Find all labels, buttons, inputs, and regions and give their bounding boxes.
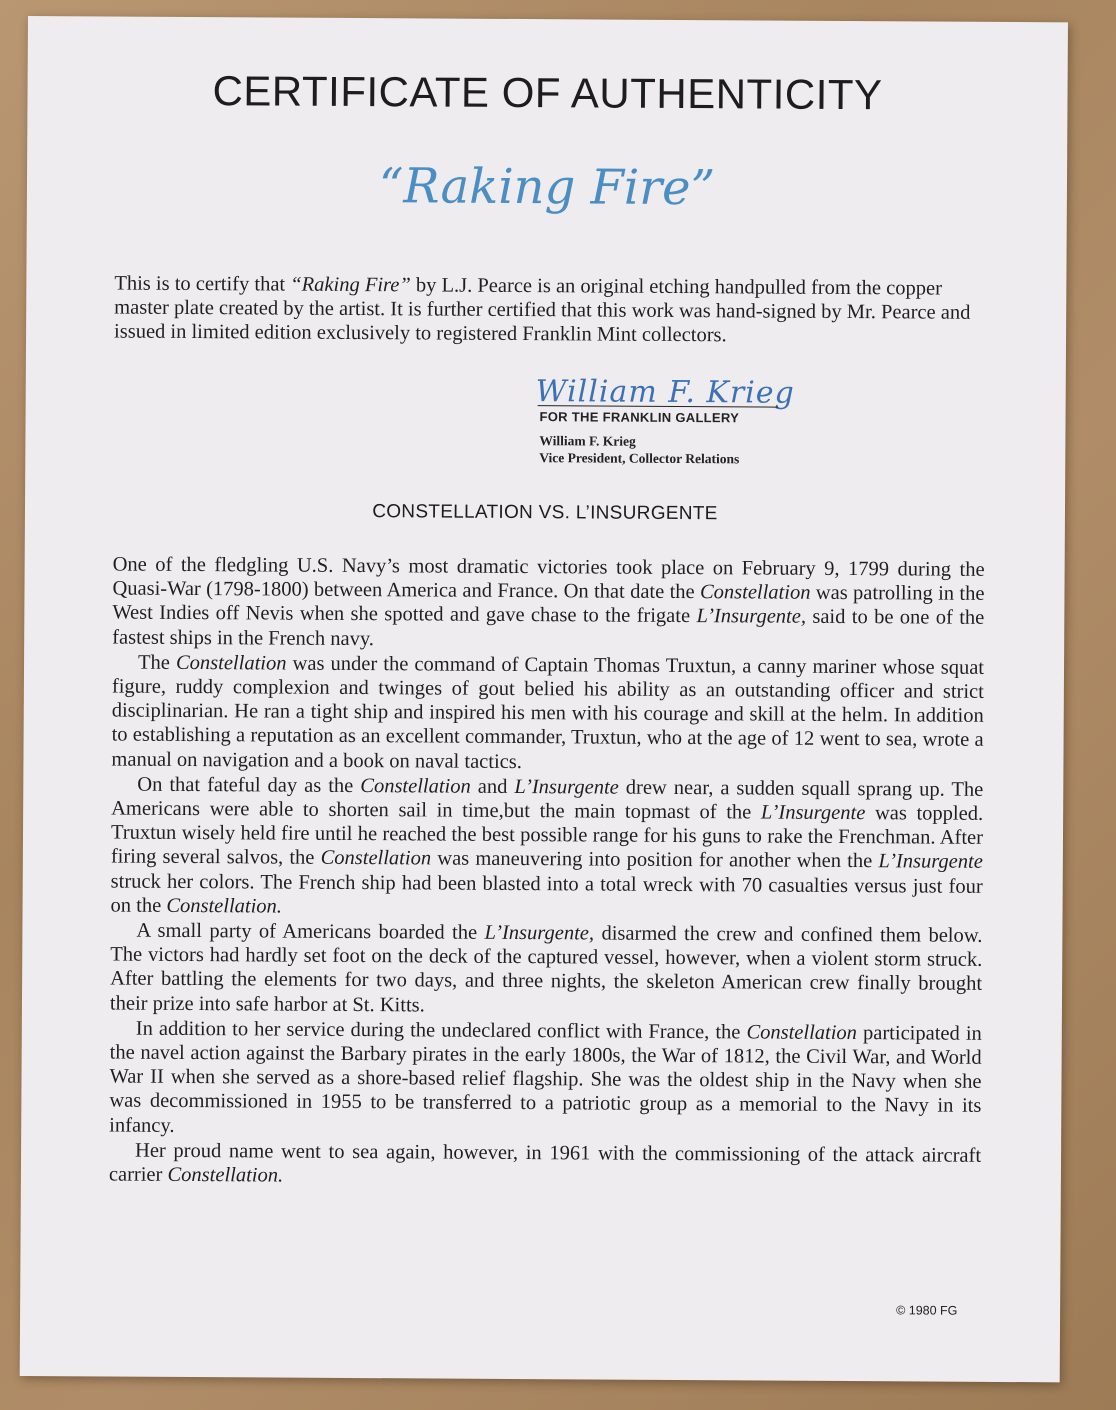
story-paragraph-6: Her proud name went to sea again, however, in 1961 with the commissioning of the attack aircraft carrier Constellation. <box>108 1139 982 1187</box>
artwork-title: “Raking Fire” <box>378 158 716 217</box>
copyright-notice: © 1980 FG <box>896 1303 958 1318</box>
story-heading: CONSTELLATION VS. L’INSURGENTE <box>372 501 718 525</box>
artwork-title-inline: “Raking Fire” <box>290 273 411 297</box>
signatory-name: William F. Krieg <box>539 433 636 449</box>
signature-gallery: FOR THE FRANKLIN GALLERY <box>539 409 740 426</box>
signatory-role: Vice President, Collector Relations <box>539 450 740 467</box>
certificate-sheet <box>20 16 1068 1382</box>
story-paragraph-1: One of the fledgling U.S. Navy’s most dramatic victories took place on February 9, 1799 during the Quasi-War (1798-1800) between America and France. On that date the Constellation was patrolling in the West Indies off Nevis when she spotted and gave chase to the frigate L’Insurgente, said to be one of the fastest ships in the French navy. <box>112 553 985 650</box>
story-paragraph-5: In addition to her service during the undeclared conflict with France, the Constellation participated in the navel action against the Barbary pirates in the early 1800s, the War of 1812, the Civil War, and World War II when she served as a shore-based relief flagship. She was the oldest ship in the Navy when she was decommissioned in 1955 to be transferred to a patriotic group as a memorial to the Navy in its infancy. <box>109 1017 982 1137</box>
story-paragraph-2: The Constellation was under the command of Captain Thomas Truxtun, a canny mariner whose squat figure, ruddy complexion and twinges of gout belied his ability as an outstanding officer and strict disciplinarian. He ran a tight ship and inspired his men with his courage and skill at the helm. In addition to establishing a reputation as an excellent commander, Truxtun, who at the age of 12 went to sea, wrote a manual on navigation and a book on naval tactics. <box>111 651 985 773</box>
story-paragraph-3: On that fateful day as the Constellation and L’Insurgente drew near, a sudden squall sprang up. The Americans were able to shorten sail in time,but the main topmast of the L’Insurgente was toppled. Truxtun wisely held fire until he reached the best possible range for his guns to rake the Frenchman. After firing several salvos, the Constellation was maneuvering into position for another when the L’Insurgente struck her colors. The French ship had been blasted into a total wreck with 70 casualties versus just four on the Constellation. <box>110 773 984 918</box>
story-paragraph-4: A small party of Americans boarded the L’Insurgente, disarmed the crew and confined them below. The victors had hardly set foot on the deck of the captured vessel, however, when a violent storm struck. After battling the elements for two days, and three nights, the skeleton American crew finally brought their prize into safe harbor at St. Kitts. <box>109 919 983 1017</box>
story-text <box>109 553 985 1193</box>
certification-statement: This is to certify that “Raking Fire” by L.J. Pearce is an original etching handpulled from the copper master plate created by the artist. It is further certified that this work was hand-signed by Mr. Pearce and issued in limited edition exclusively to registered Franklin Mint collectors. <box>114 272 971 347</box>
handwritten-signature: William F. Krieg <box>535 374 795 411</box>
certificate-title: CERTIFICATE OF AUTHENTICITY <box>212 67 883 119</box>
